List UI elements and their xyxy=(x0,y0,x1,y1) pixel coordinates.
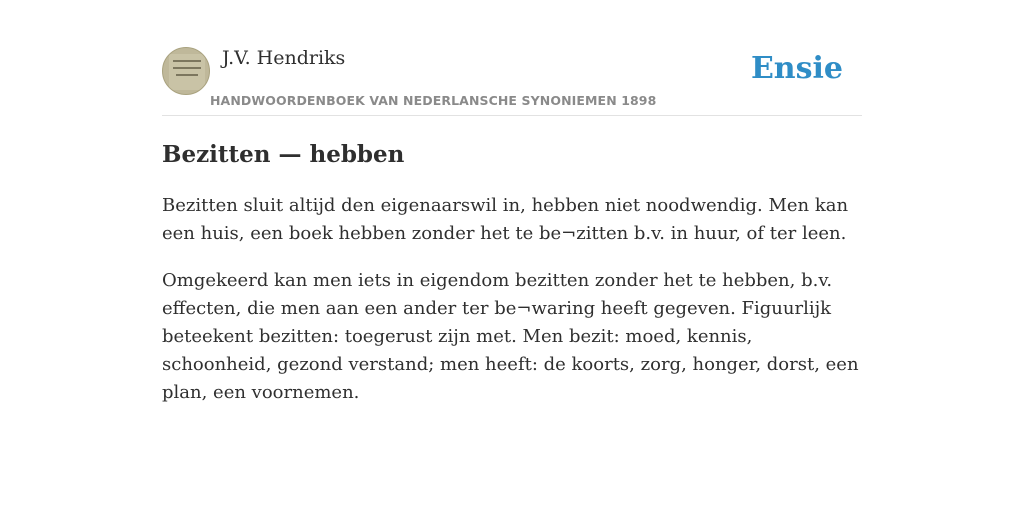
page xyxy=(162,0,862,512)
article-body xyxy=(162,192,862,426)
book-cover-text-line xyxy=(173,67,201,69)
book-cover-icon[interactable] xyxy=(162,47,210,95)
article-paragraph: Omgekeerd kan men iets in eigendom bezitten zonder het te hebben, b.v. effecten, die men aan een ander ter be¬waring heeft gegeven. Figuurlijk beteekent bezitten: toegerust zijn met. Men bezit: moed, kennis, schoonheid, gezond verstand; men heeft: de koorts, zorg, honger, dorst, een plan, een voornemen. xyxy=(162,270,859,403)
book-cover-text-line xyxy=(173,60,201,62)
entry-header xyxy=(162,0,862,116)
article-title: Bezitten — hebben xyxy=(162,141,405,168)
source-title[interactable]: HANDWOORDENBOEK VAN NEDERLANSCHE SYNONIEMEN 1898 xyxy=(210,93,657,108)
book-cover-page xyxy=(169,54,205,90)
brand-logo[interactable]: Ensie xyxy=(750,51,843,86)
author-name[interactable]: J.V. Hendriks xyxy=(222,47,346,69)
book-cover-text-line xyxy=(176,74,198,76)
article-paragraph: Bezitten sluit altijd den eigenaarswil in, hebben niet noodwendig. Men kan een huis, een boek hebben zonder het te be¬zitten b.v. in huur, of ter leen. xyxy=(162,195,849,244)
